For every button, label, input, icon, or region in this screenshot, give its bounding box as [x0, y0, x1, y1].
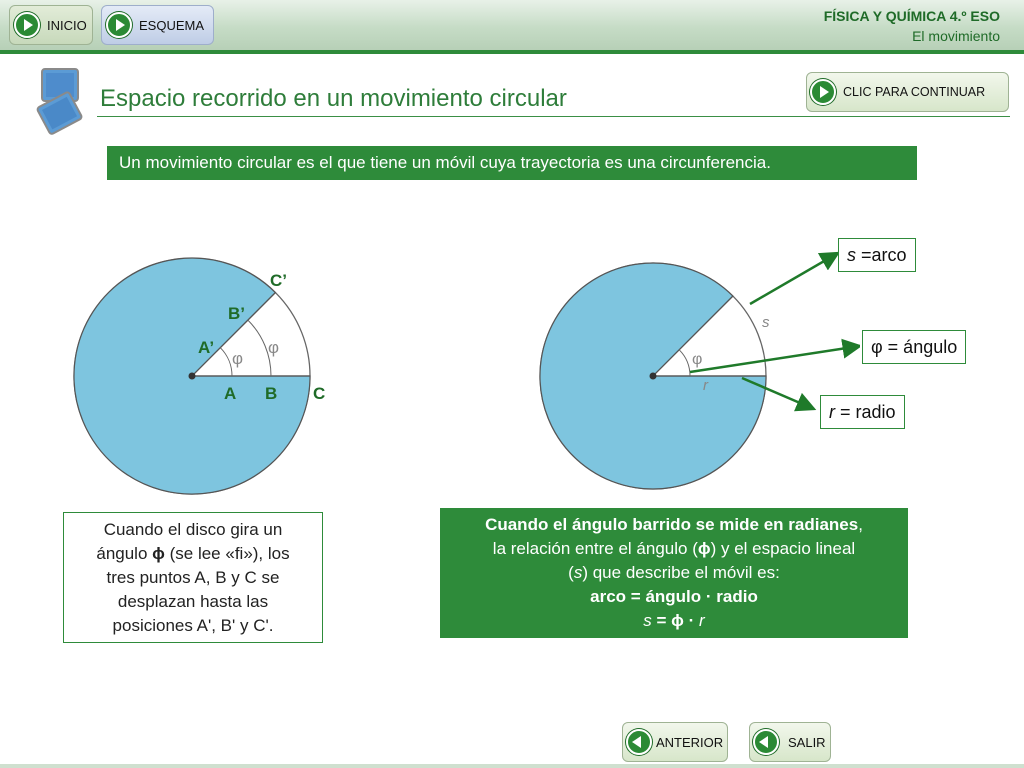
footer-divider — [0, 764, 1024, 768]
angle-label: φ — [692, 351, 703, 368]
point-label-c: C — [313, 384, 326, 403]
slide-icon — [34, 66, 88, 140]
formula-line: la relación entre el ángulo (ϕ) y el espacio lineal — [492, 539, 856, 558]
esquema-button[interactable] — [101, 5, 214, 45]
inicio-button[interactable] — [9, 5, 93, 45]
arc-definition-label — [838, 238, 916, 272]
explanation-line: ángulo ϕ (se lee «fi»), los — [96, 544, 290, 563]
back-icon — [753, 729, 779, 755]
play-icon — [810, 79, 836, 105]
angle-definition-label — [862, 330, 966, 364]
radius-variable: r — [829, 402, 835, 422]
point-label-b: B — [265, 384, 278, 403]
play-icon — [14, 12, 40, 38]
angle-equation: φ = ángulo — [871, 337, 958, 357]
arc-label: s — [762, 314, 770, 331]
point-label-a: A — [224, 384, 237, 403]
disc-explanation-box — [63, 512, 323, 643]
arrow-to-arc-label — [750, 253, 838, 304]
header-divider — [0, 50, 1024, 54]
salir-button[interactable] — [749, 722, 831, 762]
radius-label: r — [703, 377, 708, 394]
anterior-label: ANTERIOR — [656, 734, 724, 750]
esquema-label: ESQUEMA — [139, 17, 205, 33]
radius-equation: = radio — [835, 402, 896, 422]
point-label-b-prime: B’ — [228, 304, 245, 323]
definition-banner: Un movimiento circular es el que tiene un móvil cuya trayectoria es una circunferencia. — [107, 146, 917, 180]
formula-line: Cuando el ángulo barrido se mide en radianes, — [485, 515, 863, 534]
formula-line: s = ϕ · r — [643, 611, 705, 630]
formula-box — [440, 508, 908, 638]
arc-variable: s — [847, 245, 856, 265]
play-icon — [106, 12, 132, 38]
back-icon — [626, 729, 652, 755]
continue-button[interactable] — [806, 72, 1009, 112]
right-disc-diagram — [520, 240, 860, 510]
explanation-line: tres puntos A, B y C se — [106, 568, 280, 587]
radius-definition-label — [820, 395, 905, 429]
left-disc-diagram — [60, 240, 350, 510]
angle-inner-label: φ — [232, 349, 244, 368]
point-label-c-prime: C’ — [270, 271, 287, 290]
inicio-label: INICIO — [47, 17, 87, 33]
anterior-button[interactable] — [622, 722, 728, 762]
point-label-a-prime: A’ — [198, 338, 215, 357]
explanation-line: posiciones A', B' y C'. — [112, 616, 274, 635]
explanation-line: Cuando el disco gira un — [103, 520, 283, 539]
course-title: FÍSICA Y QUÍMICA 4.º ESO — [823, 8, 1000, 24]
title-divider — [97, 116, 1010, 117]
center-point — [650, 373, 657, 380]
formula-line: (s) que describe el móvil es: — [568, 563, 780, 582]
course-header — [824, 6, 1000, 46]
salir-label: SALIR — [788, 734, 826, 750]
arc-equation: =arco — [856, 245, 907, 265]
center-point — [189, 373, 196, 380]
page-title: Espacio recorrido en un movimiento circular — [100, 85, 567, 112]
explanation-line: desplazan hasta las — [117, 592, 269, 611]
formula-line: arco = ángulo · radio — [590, 587, 758, 606]
continue-label: CLIC PARA CONTINUAR — [843, 85, 986, 99]
angle-outer-label: φ — [268, 338, 280, 357]
unit-title: El movimiento — [912, 28, 1000, 44]
